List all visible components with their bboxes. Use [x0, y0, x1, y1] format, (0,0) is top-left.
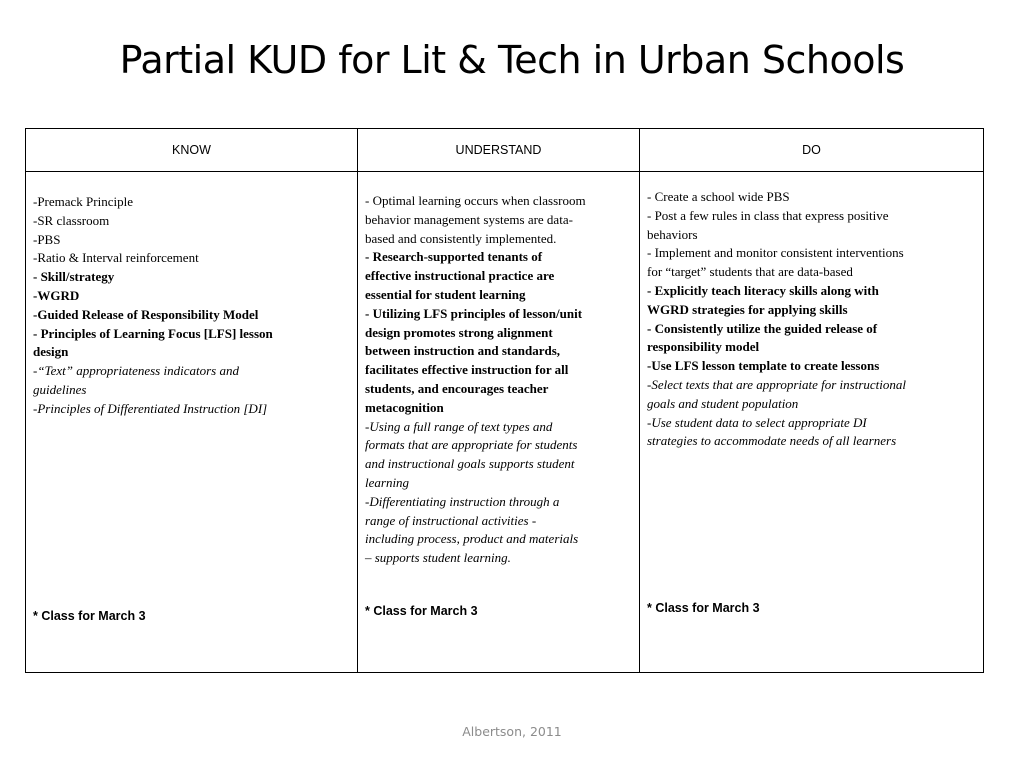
do-line: -Select texts that are appropriate for instructional [647, 376, 907, 392]
understand-line: effective instructional practice are [365, 268, 555, 284]
know-header: KNOW [26, 129, 358, 172]
understand-line: -Differentiating instruction through a [365, 493, 560, 509]
know-line: -Principles of Differentiated Instruction [DI] [33, 400, 268, 416]
know-footnote: * Class for March 3 [33, 609, 146, 623]
understand-cell [358, 172, 640, 673]
know-line: -SR classroom [33, 212, 110, 228]
do-line: - Implement and monitor consistent interventions [647, 245, 904, 261]
know-line: -PBS [33, 231, 61, 247]
understand-footnote: * Class for March 3 [365, 604, 478, 618]
understand-line: design promotes strong alignment [365, 324, 553, 340]
do-line: -Use student data to select appropriate DI [647, 414, 867, 430]
know-line: -Ratio & Interval reinforcement [33, 250, 199, 266]
know-line: -Guided Release of Responsibility Model [33, 306, 259, 322]
know-line: design [33, 344, 69, 360]
kud-table [25, 128, 984, 673]
slide-title: Partial KUD for Lit & Tech in Urban Schools [119, 38, 905, 82]
do-line: responsibility model [647, 339, 760, 355]
do-line: - Post a few rules in class that express positive [647, 207, 889, 223]
do-line: - Consistently utilize the guided release of [647, 320, 878, 336]
content-row [26, 172, 984, 673]
understand-line: students, and encourages teacher [365, 380, 549, 396]
understand-list [365, 192, 633, 568]
know-line: -WGRD [33, 287, 80, 303]
do-line: strategies to accommodate needs of all learners [647, 433, 897, 449]
understand-line: - Optimal learning occurs when classroom [365, 193, 586, 208]
understand-line: facilitates effective instruction for all [365, 362, 569, 378]
do-line: goals and student population [647, 395, 799, 411]
do-cell [640, 172, 984, 673]
do-line: -Use LFS lesson template to create lessons [647, 358, 880, 374]
do-line: for “target” students that are data-based [647, 264, 853, 280]
know-line: -“Text” appropriateness indicators and [33, 363, 239, 379]
understand-line: – supports student learning. [365, 550, 511, 566]
understand-line: -Using a full range of text types and [365, 418, 553, 434]
understand-line: based and consistently implemented. [365, 230, 557, 246]
do-footnote: * Class for March 3 [647, 601, 760, 615]
understand-line: and instructional goals supports student [365, 456, 575, 472]
do-line: WGRD strategies for applying skills [647, 301, 848, 317]
know-line: guidelines [33, 381, 87, 397]
understand-line: - Utilizing LFS principles of lesson/unit [365, 305, 583, 321]
understand-line: including process, product and materials [365, 531, 579, 547]
understand-line: formats that are appropriate for students [365, 437, 578, 453]
understand-line: range of instructional activities - [365, 512, 537, 528]
attribution: Albertson, 2011 [462, 724, 562, 739]
do-line: - Explicitly teach literacy skills along with [647, 282, 879, 298]
understand-header: UNDERSTAND [358, 129, 640, 172]
know-list [33, 193, 351, 419]
do-list [647, 188, 977, 451]
do-line: - Create a school wide PBS [647, 189, 790, 204]
do-line: behaviors [647, 226, 698, 242]
understand-line: metacognition [365, 399, 444, 415]
know-line: -Premack Principle [33, 194, 133, 209]
understand-line: essential for student learning [365, 286, 526, 302]
understand-line: learning [365, 474, 410, 490]
know-line: - Principles of Learning Focus [LFS] lesson [33, 325, 273, 341]
understand-line: behavior management systems are data- [365, 211, 573, 227]
know-cell [26, 172, 358, 673]
know-line: - Skill/strategy [33, 269, 115, 285]
do-header: DO [640, 129, 984, 172]
understand-line: between instruction and standards, [365, 343, 561, 359]
header-row [26, 129, 984, 172]
understand-line: - Research-supported tenants of [365, 249, 543, 265]
